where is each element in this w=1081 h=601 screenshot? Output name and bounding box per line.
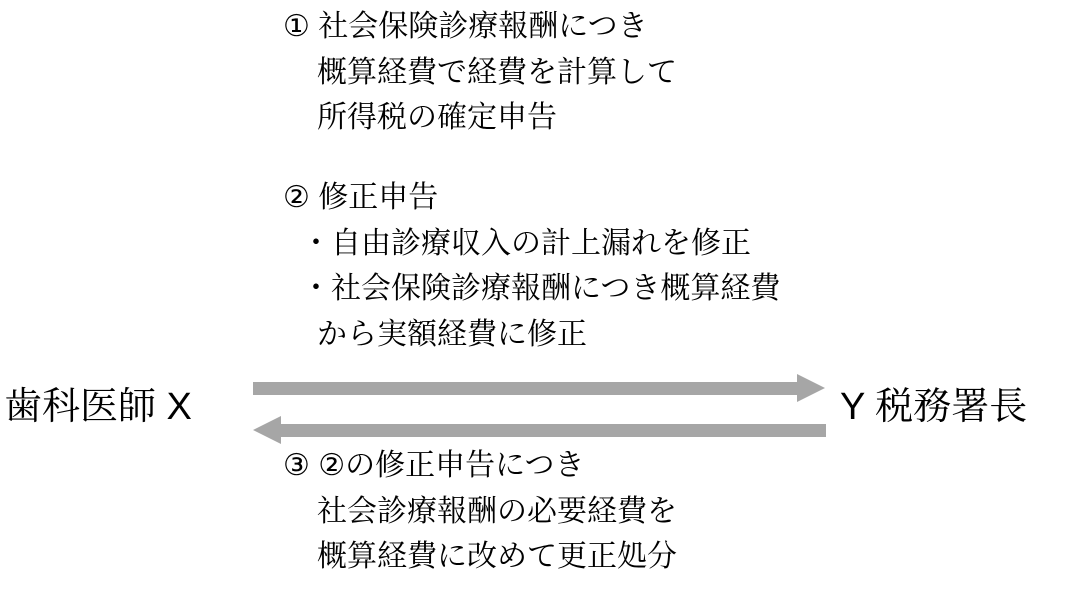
step-1-text-block (283, 4, 677, 141)
arrow-shaft-bottom (281, 424, 826, 437)
step-2-bullet-1: ・自由診療収入の計上漏れを修正 (301, 226, 751, 260)
step-2-text-block (283, 175, 780, 357)
step-3-text-block (283, 443, 677, 580)
arrow-head-left-icon (253, 416, 281, 444)
step-1-line-3: 所得税の確定申告 (317, 101, 557, 135)
party-left-label: 歯科医師 X (4, 386, 192, 428)
step-3-line-1: ③ ②の修正申告につき (283, 449, 585, 482)
step-3-line-2: 社会診療報酬の必要経費を (317, 494, 677, 528)
step-2-line-1: ② 修正申告 (283, 181, 439, 214)
step-1-line-1: ① 社会保険診療報酬につき (283, 10, 648, 43)
step-3-line-3: 概算経費に改めて更正処分 (317, 540, 677, 574)
arrow-shaft-top (253, 382, 798, 395)
arrow-head-right-icon (797, 374, 825, 402)
step-2-bullet-2-continued: から実額経費に修正 (317, 317, 587, 351)
step-2-bullet-2: ・社会保険診療報酬につき概算経費 (301, 272, 781, 306)
party-right-label: Y 税務署長 (840, 386, 1028, 428)
step-1-line-2: 概算経費で経費を計算して (317, 55, 677, 89)
